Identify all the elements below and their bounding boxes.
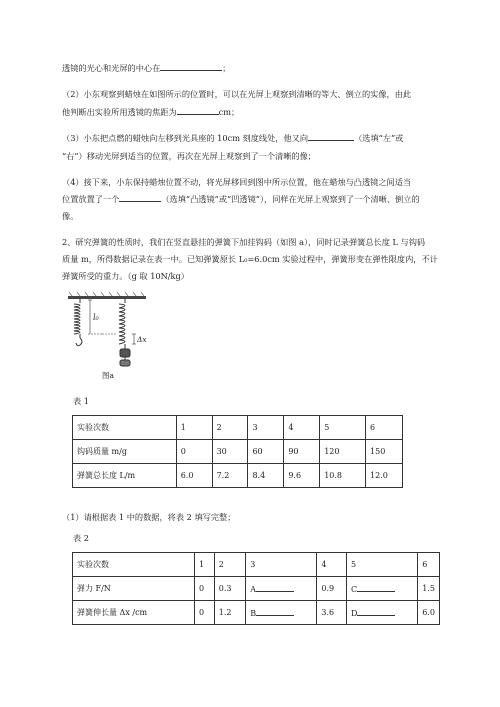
spring-diagram	[66, 292, 166, 382]
cell-text: 3	[250, 560, 256, 569]
dx-label: Δx	[137, 335, 147, 344]
cell-text: 1	[180, 423, 186, 432]
cell-text: 0.3	[218, 584, 232, 593]
ceiling-bar	[68, 296, 146, 299]
answer-blank	[256, 584, 294, 592]
cell-text: 30	[216, 447, 227, 456]
table-cell	[246, 601, 317, 625]
table-cell	[248, 440, 284, 464]
table-row	[73, 440, 403, 464]
line-4c: 像。	[62, 211, 79, 221]
cell-text: 3	[252, 423, 258, 432]
table-cell	[176, 440, 212, 464]
row-header-cell	[73, 416, 177, 440]
table-cell	[317, 601, 347, 625]
cell-text: 150	[370, 447, 386, 456]
cell-text: 3.6	[321, 608, 335, 617]
cell-text: 10.8	[324, 471, 342, 480]
cell-text: 6	[370, 423, 376, 432]
table-cell	[176, 464, 212, 488]
table-cell	[195, 577, 215, 601]
table-cell	[214, 553, 246, 577]
cell-text: 0	[199, 584, 205, 593]
cell-text: 实验次数	[77, 423, 109, 432]
table-cell	[212, 464, 248, 488]
row-header-cell	[73, 577, 195, 601]
table-cell	[366, 464, 403, 488]
table-cell	[212, 440, 248, 464]
row-header-cell	[73, 601, 195, 625]
table-cell	[320, 416, 366, 440]
cell-text: 实验次数	[77, 560, 109, 569]
cell-text: 1.2	[218, 608, 232, 617]
table-cell	[418, 553, 440, 577]
table-cell	[366, 440, 403, 464]
answer-blank-2	[177, 107, 219, 115]
line-2a: （2）小东观察到蜡烛在如图所示的位置时，可以在光屏上观察到清晰的等大、倒立的实像，由此	[62, 89, 412, 99]
cell-text: 弹力 F/N	[77, 584, 111, 593]
line-3b: “右”）移动光屏到适当的位置，再次在光屏上观察到了一个清晰的像；	[62, 151, 316, 161]
answer-blank	[357, 584, 395, 592]
table-cell	[418, 577, 440, 601]
cell-text: 弹簧伸长量 Δx /cm	[77, 608, 148, 617]
cell-text: 7.2	[216, 471, 230, 480]
cell-text: 0	[180, 447, 186, 456]
table-cell	[347, 601, 418, 625]
cell-text: 9.6	[288, 471, 302, 480]
table-cell	[347, 577, 418, 601]
cell-text: 60	[252, 447, 263, 456]
question-2-line-3: 弹簧所受的重力。（g 取 10N/kg）	[62, 271, 189, 281]
table-cell	[214, 601, 246, 625]
table-cell	[366, 416, 403, 440]
cell-text: 120	[324, 447, 340, 456]
table-1-title: 表 1	[73, 396, 89, 406]
cell-text: C	[351, 584, 358, 594]
line-4b-post: （选填“凸透镜”或“凹透镜”），同样在光屏上观察到了一个清晰、倒立的	[161, 194, 420, 204]
row-header-cell	[73, 553, 195, 577]
cell-text: 4	[288, 423, 294, 432]
cell-text: B	[250, 608, 257, 618]
line-1	[62, 60, 462, 77]
cell-text: 4	[321, 560, 327, 569]
table-row	[73, 577, 440, 601]
cell-text: 6.0	[422, 608, 435, 617]
question-2-line-1: 2、研究弹簧的性质时，我们在竖直悬挂的弹簧下加挂钩码（如图 a），同时记录弹簧总长度 L 与钩码	[62, 237, 426, 247]
row-header-cell	[73, 440, 177, 464]
cell-text: 12.0	[370, 471, 388, 480]
table-row	[73, 416, 403, 440]
table-row	[73, 553, 440, 577]
figure-caption: 图a	[102, 371, 114, 380]
line-1-end: ；	[222, 63, 231, 73]
table-1	[72, 415, 403, 488]
table-cell	[284, 416, 320, 440]
table-cell	[176, 416, 212, 440]
table-row	[73, 601, 440, 625]
answer-blank	[256, 608, 294, 616]
line-1-text: 透镜的光心和光屏的中心在	[62, 63, 161, 73]
right-spring	[119, 299, 130, 366]
table-cell	[317, 553, 347, 577]
l0-label: l₀	[93, 313, 99, 322]
cell-text: 5	[324, 423, 330, 432]
line-3a-post: （选填“左”或	[354, 133, 404, 143]
table-cell	[195, 553, 215, 577]
line-4a: （4）接下来，小东保持蜡烛位置不动，将光屏移回到图中所示位置，他在蜡烛与凸透镜之间适当	[62, 177, 412, 187]
table-cell	[246, 553, 317, 577]
table-row	[73, 464, 403, 488]
table-cell	[195, 601, 215, 625]
line-3a-text: （3）小东把点燃的蜡烛向左移到光具座的 10cm 刻度线处，他又向	[62, 133, 309, 143]
answer-blank-3	[308, 133, 354, 141]
table-2-title: 表 2	[73, 533, 89, 543]
answer-blank-1	[160, 63, 222, 71]
table-cell	[214, 577, 246, 601]
line-3a	[62, 130, 462, 147]
cell-text: 1	[199, 560, 205, 569]
question-2-line-2: 质量 m，所得数据记录在表一中。已知弹簧原长 L₀=6.0cm 实验过程中，弹簧形变在弹性限度内，不计	[62, 254, 438, 264]
cell-text: 90	[288, 447, 299, 456]
cell-text: 5	[351, 560, 357, 569]
cell-text: 1.5	[422, 584, 435, 593]
cell-text: 0	[199, 608, 205, 617]
hook-weight	[120, 349, 130, 357]
table-cell	[320, 440, 366, 464]
table-cell	[248, 464, 284, 488]
answer-blank	[357, 608, 395, 616]
left-spring	[74, 299, 82, 346]
cell-text: 弹簧总长度 L/m	[77, 471, 136, 480]
hook-weight-lower	[120, 360, 130, 366]
line-4b-text: 位置放置了一个	[62, 194, 120, 204]
cell-text: 0.9	[321, 584, 335, 593]
table-cell	[284, 464, 320, 488]
cell-text: D	[351, 608, 358, 618]
answer-blank-4	[119, 194, 161, 202]
line-2b-unit: cm；	[218, 107, 240, 117]
cell-text: A	[250, 584, 257, 594]
table-2	[72, 552, 440, 625]
cell-text: 6	[422, 560, 428, 569]
line-2b	[62, 104, 462, 121]
cell-text: 2	[216, 423, 222, 432]
table-cell	[320, 464, 366, 488]
line-4b	[62, 191, 462, 208]
table-cell	[248, 416, 284, 440]
cell-text: 钩码质量 m/g	[77, 447, 127, 456]
cell-text: 6.0	[180, 471, 194, 480]
table-cell	[212, 416, 248, 440]
table-cell	[347, 553, 418, 577]
ceiling-hatch	[69, 292, 144, 296]
table-cell	[284, 440, 320, 464]
table-cell	[246, 577, 317, 601]
table-cell	[418, 601, 440, 625]
cell-text: 8.4	[252, 471, 266, 480]
row-header-cell	[73, 464, 177, 488]
cell-text: 2	[218, 560, 224, 569]
question-2-sub-1: （1）请根据表 1 中的数据，将表 2 填写完整；	[62, 512, 236, 522]
table-cell	[317, 577, 347, 601]
figure-a-springs	[66, 292, 166, 382]
line-2b-text: 他判断出实验所用透镜的焦距为	[62, 107, 177, 117]
